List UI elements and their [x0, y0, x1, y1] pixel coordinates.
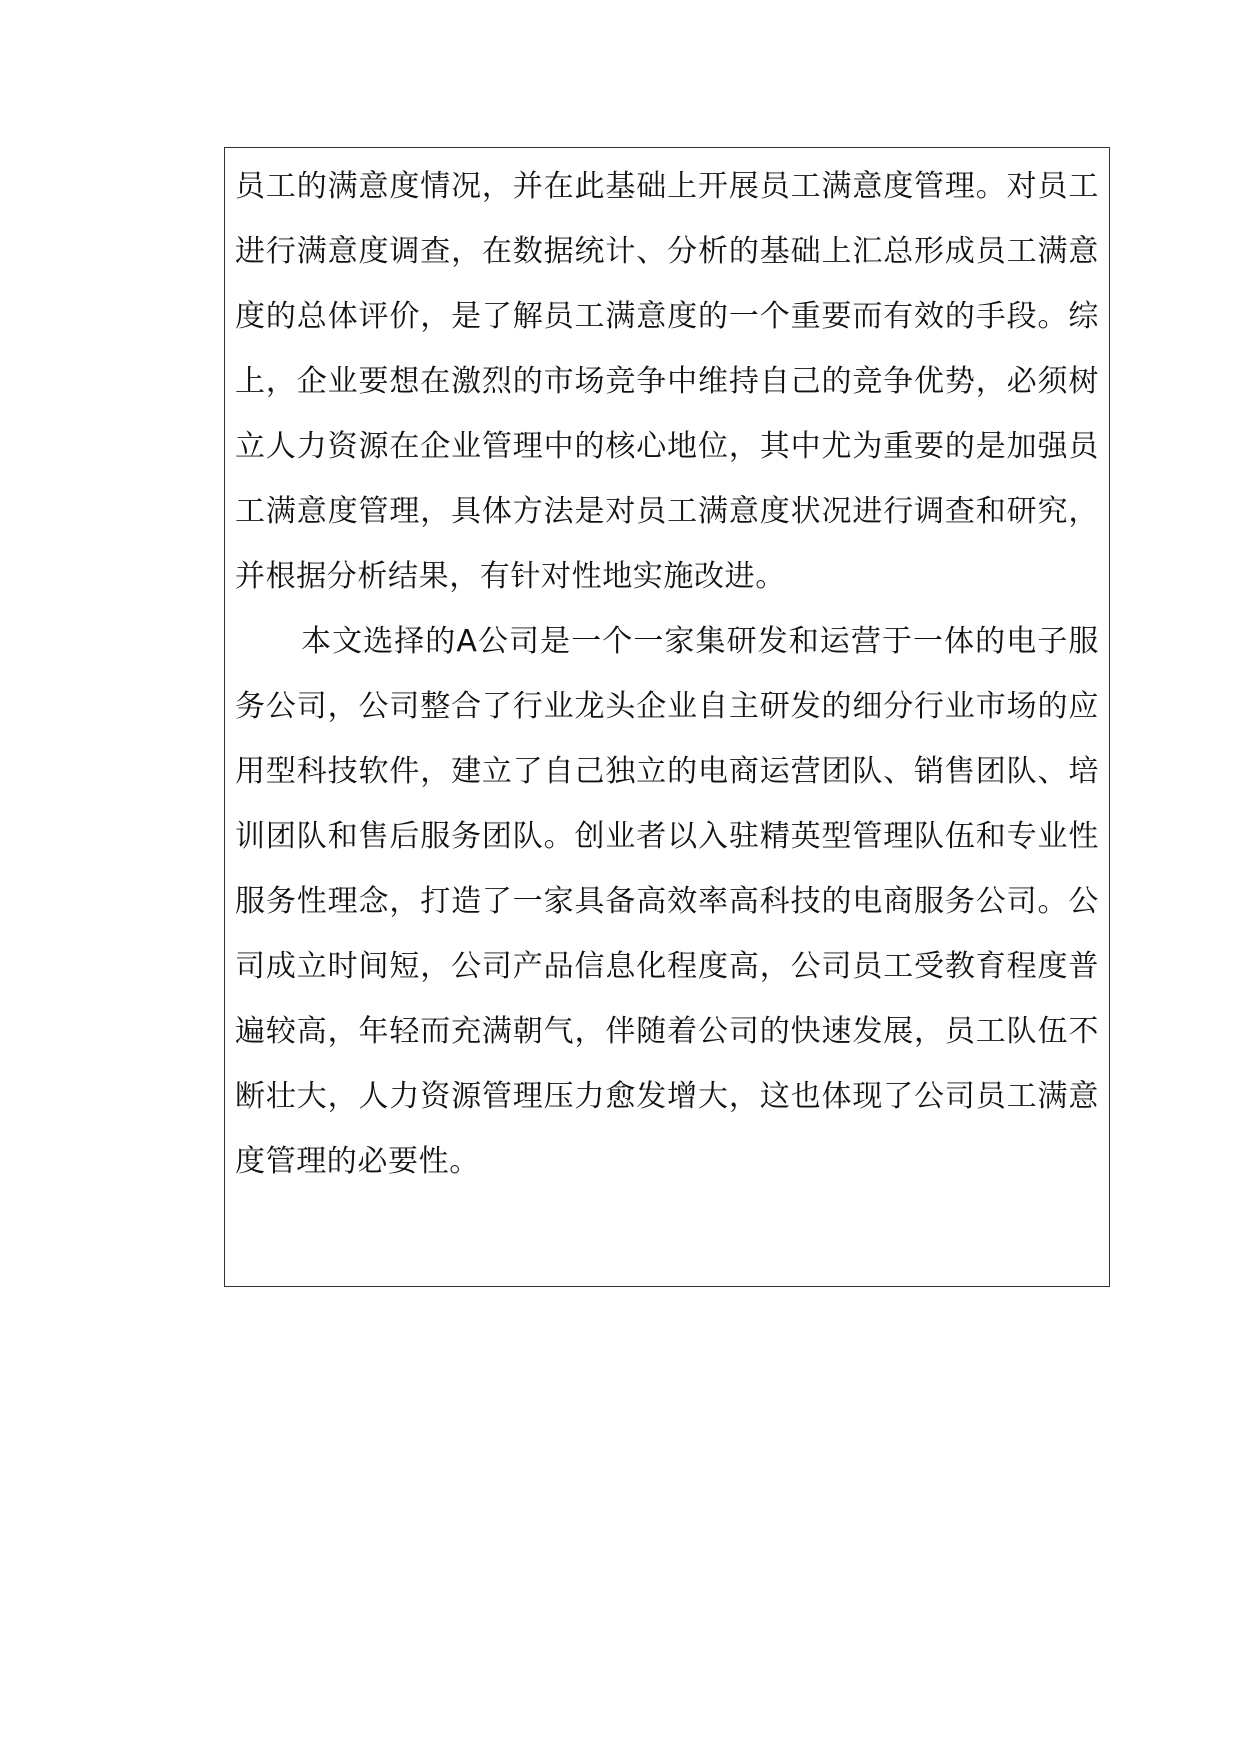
- text-box: [224, 147, 1110, 1287]
- paragraph-company-intro: 本文选择的A公司是一个一家集研发和运营于一体的电子服务公司，公司整合了行业龙头企业自主研发的细分行业市场的应用型科技软件，建立了自己独立的电商运营团队、销售团队、培训团队和售后服务团队。创业者以入驻精英型管理队伍和专业性服务性理念，打造了一家具备高效率高科技的电商服务公司。公司成立时间短，公司产品信息化程度高，公司员工受教育程度普遍较高，年轻而充满朝气，伴随着公司的快速发展，员工队伍不断壮大，人力资源管理压力愈发增大，这也体现了公司员工满意度管理的必要性。: [235, 624, 1099, 1179]
- paragraph-continuation: 员工的满意度情况，并在此基础上开展员工满意度管理。对员工进行满意度调查，在数据统计、分析的基础上汇总形成员工满意度的总体评价，是了解员工满意度的一个重要而有效的手段。综上，企业要想在激烈的市场竞争中维持自己的竞争优势，必须树立人力资源在企业管理中的核心地位，其中尤为重要的是加强员工满意度管理，具体方法是对员工满意度状况进行调查和研究，并根据分析结果，有针对性地实施改进。: [235, 169, 1099, 594]
